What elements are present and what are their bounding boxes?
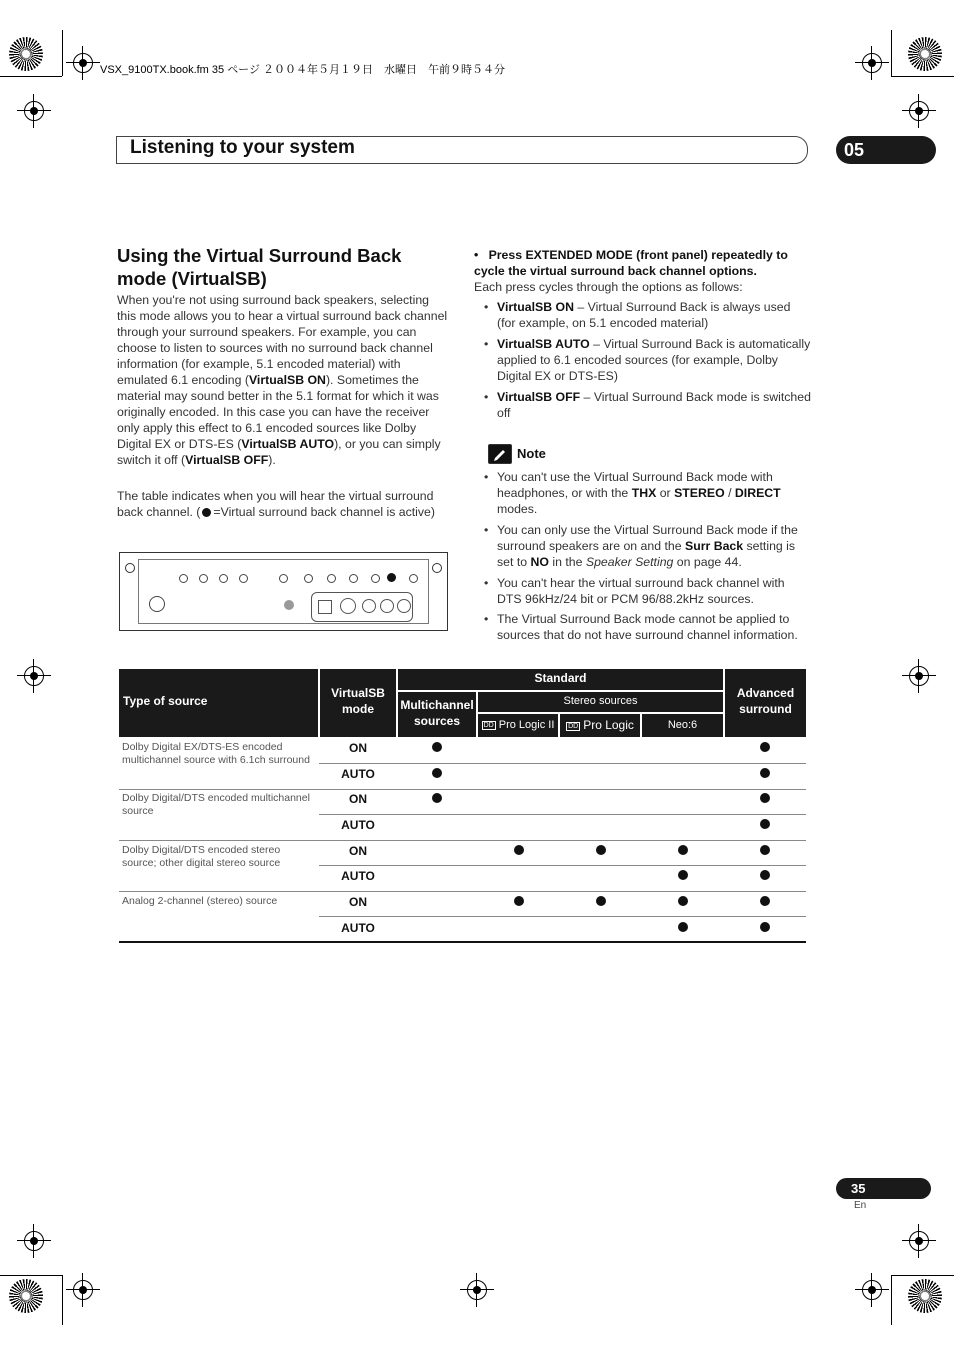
group-divider xyxy=(119,789,806,790)
crop-line xyxy=(891,1275,892,1325)
panel-button-icon xyxy=(409,574,418,583)
language-code: En xyxy=(854,1200,867,1211)
rca-jack-icon xyxy=(380,599,394,613)
panel-screw-icon xyxy=(125,563,135,573)
virtualsb-table xyxy=(119,669,806,945)
registration-star-icon xyxy=(908,1279,942,1313)
step-instruction: • Press EXTENDED MODE (front panel) repeatedly to cycle the virtual surround back channel options. xyxy=(474,248,788,278)
rca-jack-icon xyxy=(362,599,376,613)
panel-face xyxy=(138,559,429,624)
header-neo6: Neo:6 xyxy=(642,714,723,737)
filled-dot-icon xyxy=(202,508,211,517)
active-dot-icon xyxy=(678,870,688,880)
header-virtualsb-mode: VirtualSB mode xyxy=(320,669,396,737)
active-dot-icon xyxy=(760,793,770,803)
dolby-logo-icon: DD xyxy=(568,723,579,730)
registration-mark-icon xyxy=(862,53,882,73)
note-label: Note xyxy=(517,446,546,461)
option-virtualsb-on: • VirtualSB ON – Virtual Surround Back is always used (for example, on 5.1 encoded material) xyxy=(484,300,791,330)
registration-mark-icon xyxy=(862,1280,882,1300)
crop-line xyxy=(62,1275,63,1325)
intro-paragraph: When you're not using surround back speakers, selecting this mode allows you to hear a virtual surround back channel through your surround speakers. For example, you can choose to listen to sources with no surround back channel information (for example, 5.1 encoded material) with emulated 6.1 encoding (VirtualSB ON). Sometimes the material may sound better in the 5.1 format for which it was originally encoded. In this case you can have the receiver only apply this effect to 6.1 encoded sources like Dolby Digital EX or DTS-ES (VirtualSB AUTO), or you can simply switch it off (VirtualSB OFF). xyxy=(117,293,448,467)
section-title: Listening to your system xyxy=(130,137,355,158)
chapter-number: 05 xyxy=(836,136,936,164)
svideo-jack-icon xyxy=(340,598,356,614)
crop-line xyxy=(891,1275,954,1276)
panel-button-icon xyxy=(304,574,313,583)
active-dot-icon xyxy=(678,845,688,855)
panel-button-icon xyxy=(349,574,358,583)
crop-line xyxy=(891,76,954,77)
crop-line xyxy=(891,30,892,76)
extended-mode-button-icon xyxy=(387,573,396,582)
mode-label: AUTO xyxy=(341,869,375,883)
active-dot-icon xyxy=(760,870,770,880)
source-label: Analog 2-channel (stereo) source xyxy=(122,895,278,907)
header-type-of-source: Type of source xyxy=(119,669,318,737)
page-heading: Using the Virtual Surround Back mode (VirtualSB) xyxy=(117,245,402,289)
registration-star-icon xyxy=(9,1279,43,1313)
active-dot-icon xyxy=(678,896,688,906)
group-divider xyxy=(119,891,806,892)
registration-mark-icon xyxy=(24,101,44,121)
registration-mark-icon xyxy=(24,666,44,686)
crop-line xyxy=(0,76,62,77)
mode-label: ON xyxy=(349,741,367,755)
mode-label: AUTO xyxy=(341,921,375,935)
active-dot-icon xyxy=(760,845,770,855)
step-follow-text: Each press cycles through the options as follows: xyxy=(474,280,743,294)
registration-mark-icon xyxy=(73,1280,93,1300)
active-dot-icon xyxy=(760,819,770,829)
mode-label: ON xyxy=(349,895,367,909)
registration-mark-icon xyxy=(467,1280,487,1300)
registration-star-icon xyxy=(908,37,942,71)
active-dot-icon xyxy=(514,845,524,855)
note-item: • You can't use the Virtual Surround Back mode with headphones, or with the THX or STEREO / DIRECT modes. xyxy=(484,470,781,516)
registration-mark-icon xyxy=(909,101,929,121)
table-bottom-rule xyxy=(119,941,806,943)
crop-line xyxy=(62,30,63,76)
group-divider xyxy=(119,840,806,841)
digital-input-icon xyxy=(318,600,332,614)
av-input-panel xyxy=(311,592,413,622)
panel-button-icon xyxy=(327,574,336,583)
active-dot-icon xyxy=(432,742,442,752)
rca-jack-icon xyxy=(397,599,411,613)
registration-star-icon xyxy=(9,37,43,71)
mode-label: AUTO xyxy=(341,767,375,781)
header-advanced-surround: Advanced surround xyxy=(725,669,806,737)
note-item: • The Virtual Surround Back mode cannot be applied to sources that do not have surround channel information. xyxy=(484,612,798,642)
crop-line xyxy=(0,1275,62,1276)
front-panel-illustration xyxy=(119,552,448,631)
active-dot-icon xyxy=(760,896,770,906)
headphone-jack-icon xyxy=(149,596,165,612)
table-intro-paragraph: The table indicates when you will hear the virtual surround back channel. ( =Virtual surround back channel is active) xyxy=(117,489,435,519)
note-item: • You can only use the Virtual Surround Back mode if the surround speakers are on and the Surr Back setting is set to NO in the Speaker Setting on page 44. xyxy=(484,523,798,569)
row-divider xyxy=(319,763,806,764)
panel-button-icon xyxy=(279,574,288,583)
row-divider xyxy=(319,916,806,917)
active-dot-icon xyxy=(432,768,442,778)
active-dot-icon xyxy=(760,768,770,778)
registration-mark-icon xyxy=(73,53,93,73)
row-divider xyxy=(319,814,806,815)
panel-screw-icon xyxy=(432,563,442,573)
header-pro-logic-ii: DD Pro Logic II xyxy=(478,714,558,737)
panel-button-icon xyxy=(239,574,248,583)
mode-label: ON xyxy=(349,844,367,858)
panel-button-icon xyxy=(371,574,380,583)
active-dot-icon xyxy=(432,793,442,803)
standby-button-icon xyxy=(284,600,294,610)
active-dot-icon xyxy=(760,742,770,752)
active-dot-icon xyxy=(596,845,606,855)
panel-button-icon xyxy=(199,574,208,583)
note-pencil-icon xyxy=(488,444,512,464)
header-pro-logic: DD Pro Logic xyxy=(560,714,640,737)
panel-button-icon xyxy=(219,574,228,583)
active-dot-icon xyxy=(514,896,524,906)
header-stereo-sources: Stereo sources xyxy=(478,692,723,712)
header-multichannel-sources: Multichannel sources xyxy=(398,692,476,737)
option-virtualsb-off: • VirtualSB OFF – Virtual Surround Back mode is switched off xyxy=(484,390,811,420)
active-dot-icon xyxy=(678,922,688,932)
note-item: • You can't hear the virtual surround back channel with DTS 96kHz/24 bit or PCM 96/88.2kHz sources. xyxy=(484,576,785,606)
print-header: VSX_9100TX.book.fm 35 ページ ２００４年５月１９日 水曜日 午前９時５４分 xyxy=(100,64,506,76)
page-number: 35 xyxy=(836,1178,931,1199)
row-divider xyxy=(319,865,806,866)
option-virtualsb-auto: • VirtualSB AUTO – Virtual Surround Back is automatically applied to 6.1 encoded sources (for example, Dolby Digital EX or DTS-ES) xyxy=(484,337,811,383)
registration-mark-icon xyxy=(24,1231,44,1251)
active-dot-icon xyxy=(596,896,606,906)
source-label: Dolby Digital/DTS encoded stereo source; other digital stereo source xyxy=(122,844,281,869)
panel-button-icon xyxy=(179,574,188,583)
active-dot-icon xyxy=(760,922,770,932)
mode-label: AUTO xyxy=(341,818,375,832)
dolby-logo-icon: DD xyxy=(483,722,494,729)
source-label: Dolby Digital/DTS encoded multichannel source xyxy=(122,792,310,817)
registration-mark-icon xyxy=(909,666,929,686)
mode-label: ON xyxy=(349,792,367,806)
source-label: Dolby Digital EX/DTS-ES encoded multichannel source with 6.1ch surround xyxy=(122,741,310,766)
header-standard: Standard xyxy=(398,669,723,690)
registration-mark-icon xyxy=(909,1231,929,1251)
